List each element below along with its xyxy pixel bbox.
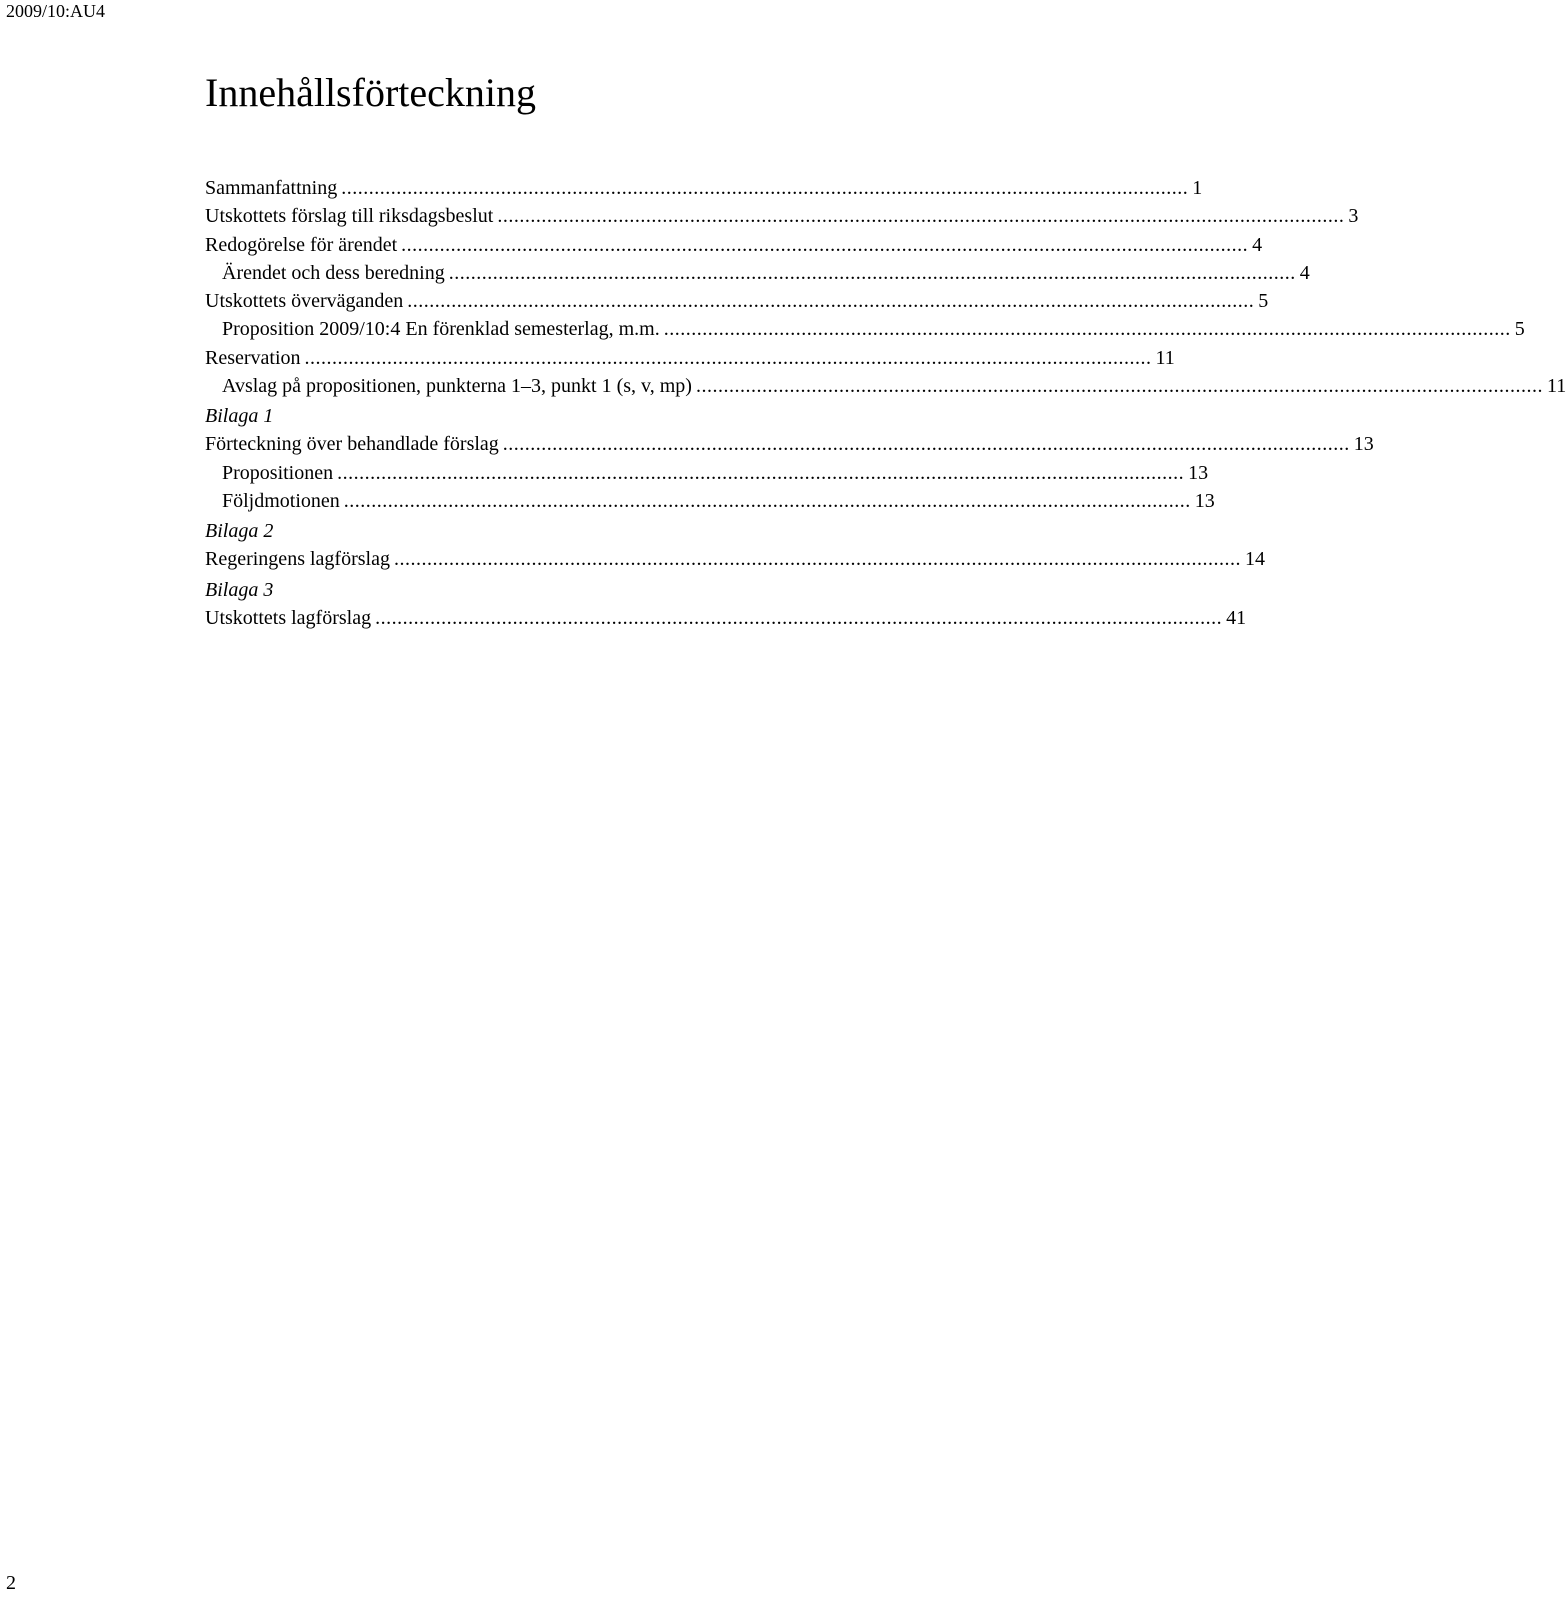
toc-entry-page: 13 [1353, 433, 1374, 456]
toc-dot-leader: .......................................................................................................................................................... [448, 261, 1296, 284]
table-of-contents [205, 174, 1566, 632]
toc-entry[interactable] [205, 604, 1247, 632]
document-id: 2009/10:AU4 [6, 1, 105, 21]
toc-entry-title: Utskottets överväganden [205, 290, 404, 313]
toc-entry[interactable] [205, 259, 1310, 287]
toc-entry-title: Redogörelse för ärendet [205, 233, 398, 256]
toc-dot-leader: .......................................................................................................................................................... [695, 375, 1543, 398]
toc-entry[interactable] [205, 174, 1203, 202]
toc-entry[interactable] [205, 430, 1374, 458]
toc-entry-title: Reservation [205, 346, 301, 369]
toc-entry-title: Utskottets förslag till riksdagsbeslut [205, 205, 494, 228]
toc-dot-leader: .......................................................................................................................................................... [343, 489, 1191, 512]
toc-entry[interactable] [205, 202, 1359, 230]
toc-section-heading: Bilaga 2 [205, 520, 274, 543]
toc-entry-page: 11 [1546, 375, 1566, 398]
toc-entry[interactable] [205, 372, 1566, 400]
toc-dot-leader: .......................................................................................................................................................... [401, 233, 1249, 256]
toc-entry-page: 41 [1226, 606, 1247, 629]
toc-dot-leader: .......................................................................................................................................................... [341, 177, 1189, 199]
toc-entry-page: 4 [1299, 261, 1310, 284]
toc-entry-title: Ärendet och dess beredning [222, 261, 445, 284]
toc-section-heading: Bilaga 3 [205, 578, 274, 601]
toc-dot-leader: .......................................................................................................................................................... [502, 433, 1350, 456]
toc-entry-page: 11 [1155, 346, 1175, 369]
toc-dot-leader: .......................................................................................................................................................... [304, 346, 1152, 369]
toc-entry-page: 13 [1194, 489, 1215, 512]
toc-entry[interactable] [205, 315, 1525, 343]
page-number: 2 [6, 1572, 16, 1594]
toc-entry-page: 5 [1258, 290, 1269, 313]
toc-entry-title: Följdmotionen [222, 489, 340, 512]
toc-entry[interactable] [205, 287, 1269, 315]
page-title: Innehållsförteckning [205, 70, 536, 115]
toc-entry[interactable] [205, 344, 1175, 372]
toc-entry-page: 1 [1192, 177, 1203, 199]
toc-entry-page: 5 [1514, 318, 1525, 341]
toc-entry-page: 4 [1252, 233, 1263, 256]
toc-entry-title: Proposition 2009/10:4 En förenklad semesterlag, m.m. [222, 318, 660, 341]
toc-dot-leader: .......................................................................................................................................................... [497, 205, 1345, 228]
toc-entry-page: 3 [1348, 205, 1359, 228]
toc-entry[interactable] [205, 231, 1263, 259]
toc-dot-leader: .......................................................................................................................................................... [375, 606, 1223, 629]
toc-entry-page: 14 [1244, 548, 1265, 571]
toc-entry-title: Sammanfattning [205, 177, 338, 199]
toc-entry-title: Avslag på propositionen, punkterna 1–3, punkt 1 (s, v, mp) [222, 375, 692, 398]
toc-entry-page: 13 [1188, 461, 1209, 484]
toc-dot-leader: .......................................................................................................................................................... [407, 290, 1255, 313]
toc-dot-leader: .......................................................................................................................................................... [337, 461, 1185, 484]
toc-entry-title: Förteckning över behandlade förslag [205, 433, 499, 456]
toc-entry[interactable] [205, 459, 1209, 487]
toc-entry[interactable] [205, 487, 1215, 515]
toc-entry-title: Propositionen [222, 461, 334, 484]
toc-dot-leader: .......................................................................................................................................................... [393, 548, 1241, 571]
toc-section-heading: Bilaga 1 [205, 405, 274, 428]
toc-entry-title: Utskottets lagförslag [205, 606, 372, 629]
toc-dot-leader: .......................................................................................................................................................... [663, 318, 1511, 341]
toc-entry[interactable] [205, 545, 1265, 573]
toc-entry-title: Regeringens lagförslag [205, 548, 390, 571]
